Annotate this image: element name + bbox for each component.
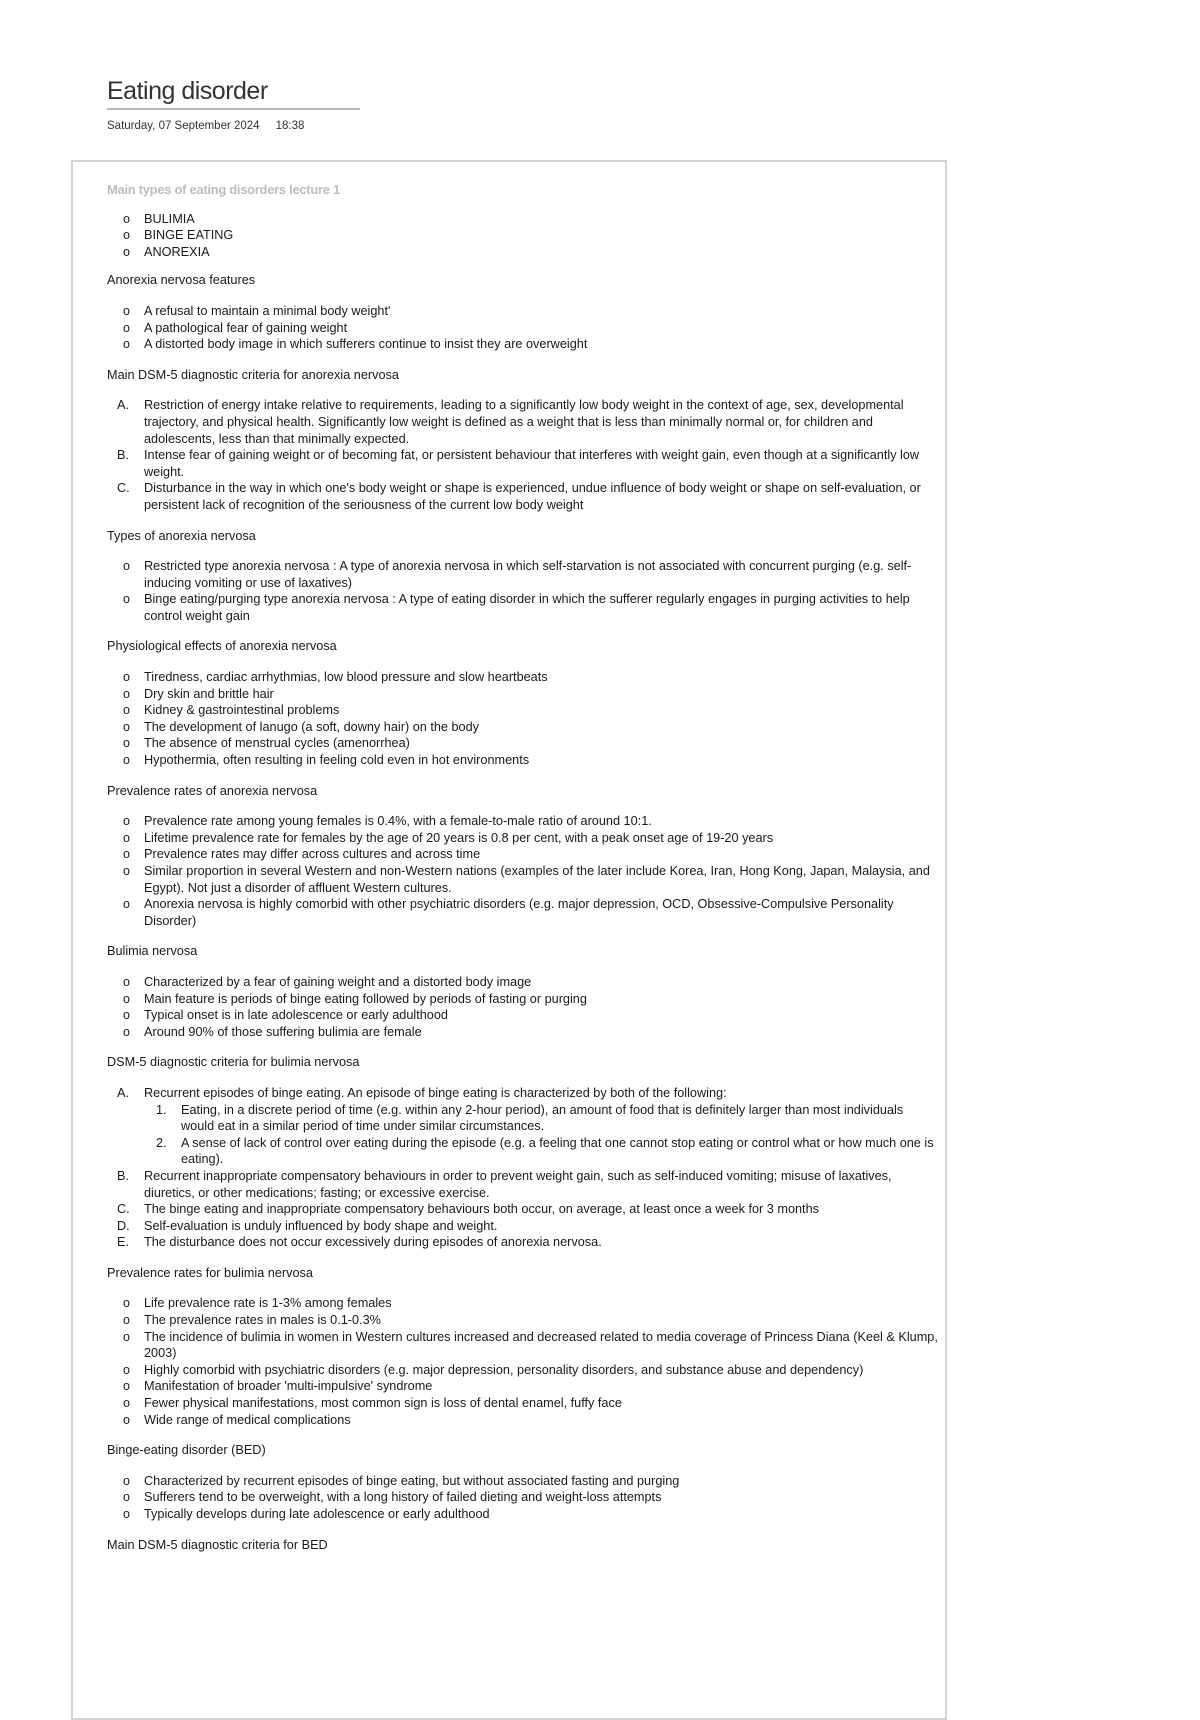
- bulimia-list: [107, 974, 939, 1040]
- list-item: o Manifestation of broader 'multi-impulsive' syndrome: [107, 1378, 939, 1395]
- list-marker: D.: [117, 1218, 130, 1233]
- list-item: o Fewer physical manifestations, most common sign is loss of dental enamel, fuffy face: [107, 1395, 939, 1412]
- list-item: [107, 1218, 939, 1235]
- list-marker: A.: [117, 398, 129, 413]
- section-heading: Bulimia nervosa: [107, 944, 198, 959]
- section-heading: Physiological effects of anorexia nervosa: [107, 639, 337, 654]
- list-marker: 1.: [156, 1102, 167, 1117]
- list-item: o A refusal to maintain a minimal body weight': [107, 303, 939, 320]
- list-marker: B.: [117, 1168, 129, 1183]
- bulimia-dsm-sublist: [144, 1102, 939, 1168]
- page-date: Saturday, 07 September 2024: [107, 120, 260, 132]
- bed-list: [107, 1473, 939, 1523]
- list-item: o Typically develops during late adolescence or early adulthood: [107, 1506, 939, 1523]
- list-item: [107, 1201, 939, 1218]
- list-item: o BINGE EATING: [107, 227, 939, 244]
- list-item: o Tiredness, cardiac arrhythmias, low blood pressure and slow heartbeats: [107, 669, 939, 686]
- list-item: o The incidence of bulimia in women in Western cultures increased and decreased related to media coverage of Princess Diana (Keel & Klump, 2003): [107, 1329, 939, 1362]
- page-meta: [107, 120, 360, 132]
- bulimia-dsm-list: [107, 1085, 939, 1251]
- list-item: o Wide range of medical complications: [107, 1412, 939, 1429]
- list-item-text: Recurrent episodes of binge eating. An episode of binge eating is characterized by both of the following:: [144, 1085, 727, 1100]
- list-item: o Prevalence rate among young females is 0.4%, with a female-to-male ratio of around 10:1.: [107, 813, 939, 830]
- list-item: o Around 90% of those suffering bulimia are female: [107, 1024, 939, 1041]
- list-item: o Life prevalence rate is 1-3% among females: [107, 1295, 939, 1312]
- list-marker: E.: [117, 1235, 129, 1250]
- section-heading: DSM-5 diagnostic criteria for bulimia nervosa: [107, 1055, 360, 1070]
- list-item: [107, 447, 939, 480]
- list-item: [107, 480, 939, 513]
- list-item: o Characterized by a fear of gaining weight and a distorted body image: [107, 974, 939, 991]
- list-item: [144, 1135, 939, 1168]
- list-item-text: Recurrent inappropriate compensatory behaviours in order to prevent weight gain, such as self-induced vomiting; misuse of laxatives, diuretics, or other medications; fasting; or excessive exercise.: [144, 1168, 892, 1200]
- section-heading: Types of anorexia nervosa: [107, 528, 256, 543]
- list-item-text: A sense of lack of control over eating during the episode (e.g. a feeling that one cannot stop eating or control what or how much one is eating).: [181, 1135, 934, 1167]
- list-item: o Kidney & gastrointestinal problems: [107, 702, 939, 719]
- list-marker: C.: [117, 481, 130, 496]
- list-item: o The prevalence rates in males is 0.1-0.3%: [107, 1312, 939, 1329]
- list-marker: 2.: [156, 1135, 167, 1150]
- lecture-title: Main types of eating disorders lecture 1: [107, 182, 340, 197]
- list-item: [107, 1168, 939, 1201]
- section-heading: Binge-eating disorder (BED): [107, 1443, 266, 1458]
- list-item: o Dry skin and brittle hair: [107, 686, 939, 703]
- section-heading: Main DSM-5 diagnostic criteria for BED: [107, 1537, 328, 1552]
- list-item: o Similar proportion in several Western and non-Western nations (examples of the later include Korea, Iran, Hong Kong, Japan, Malaysia, and Egypt). Not just a disorder of affluent Western cultures.: [107, 863, 939, 896]
- section-heading: Prevalence rates of anorexia nervosa: [107, 783, 318, 798]
- list-item-text: Restriction of energy intake relative to requirements, leading to a significantly low body weight in the context of age, sex, developmental trajectory, and physical health. Significantly low weight is defined as a weight that is less than minimally normal or, for children and adolescents, less than that minimally expected.: [144, 398, 904, 446]
- section-heading: Prevalence rates for bulimia nervosa: [107, 1265, 313, 1280]
- list-item: o Binge eating/purging type anorexia nervosa : A type of eating disorder in which the sufferer regularly engages in purging activities to help control weight gain: [107, 591, 939, 624]
- note-content: [107, 180, 939, 1567]
- list-item: o Main feature is periods of binge eating followed by periods of fasting or purging: [107, 991, 939, 1008]
- list-item-text: Disturbance in the way in which one's body weight or shape is experienced, undue influence of body weight or shape on self-evaluation, or persistent lack of recognition of the seriousness of the current low body weight: [144, 481, 921, 512]
- list-item: o BULIMIA: [107, 211, 939, 228]
- list-item: o A pathological fear of gaining weight: [107, 320, 939, 337]
- list-marker: A.: [117, 1085, 129, 1100]
- list-item: o Hypothermia, often resulting in feeling cold even in hot environments: [107, 752, 939, 769]
- list-item: o Highly comorbid with psychiatric disorders (e.g. major depression, personality disorders, and substance abuse and dependency): [107, 1362, 939, 1379]
- list-item: o The development of lanugo (a soft, downy hair) on the body: [107, 719, 939, 736]
- section-heading: Anorexia nervosa features: [107, 273, 256, 288]
- list-item-text: Eating, in a discrete period of time (e.g. within any 2-hour period), an amount of food that is definitely larger than most individuals would eat in a similar period of time under similar circumstances.: [181, 1102, 904, 1134]
- list-item: o Restricted type anorexia nervosa : A type of anorexia nervosa in which self-starvation is not associated with concurrent purging (e.g. self-inducing vomiting or use of laxatives): [107, 558, 939, 591]
- bulimia-prevalence-list: [107, 1295, 939, 1428]
- anorexia-dsm-list: [107, 397, 939, 513]
- page-title: Eating disorder: [107, 76, 360, 110]
- list-item-text: The binge eating and inappropriate compensatory behaviours both occur, on average, at least once a week for 3 months: [144, 1202, 819, 1217]
- list-item: [107, 1234, 939, 1251]
- list-item: o The absence of menstrual cycles (amenorrhea): [107, 735, 939, 752]
- list-item: o Prevalence rates may differ across cultures and across time: [107, 846, 939, 863]
- list-item: [144, 1102, 939, 1135]
- list-item: o Anorexia nervosa is highly comorbid with other psychiatric disorders (e.g. major depression, OCD, Obsessive-Compulsive Personality Disorder): [107, 896, 939, 929]
- anorexia-features-list: [107, 303, 939, 353]
- anorexia-physio-list: [107, 669, 939, 769]
- list-item: [107, 1085, 939, 1168]
- list-item: [107, 397, 939, 447]
- list-item-text: Self-evaluation is unduly influenced by body shape and weight.: [144, 1218, 498, 1233]
- list-item: o Sufferers tend to be overweight, with a long history of failed dieting and weight-loss attempts: [107, 1489, 939, 1506]
- list-marker: B.: [117, 448, 129, 463]
- anorexia-types-list: [107, 558, 939, 624]
- types-list: [107, 211, 939, 261]
- list-item: o A distorted body image in which sufferers continue to insist they are overweight: [107, 336, 939, 353]
- page-header: [107, 76, 360, 132]
- list-marker: C.: [117, 1202, 130, 1217]
- section-heading: Main DSM-5 diagnostic criteria for anorexia nervosa: [107, 367, 399, 382]
- list-item-text: Intense fear of gaining weight or of becoming fat, or persistent behaviour that interferes with weight gain, even though at a significantly low weight.: [144, 448, 920, 479]
- list-item-text: The disturbance does not occur excessively during episodes of anorexia nervosa.: [144, 1235, 602, 1250]
- list-item: o Typical onset is in late adolescence or early adulthood: [107, 1007, 939, 1024]
- list-item: o Characterized by recurrent episodes of binge eating, but without associated fasting and purging: [107, 1473, 939, 1490]
- page-time: 18:38: [275, 120, 305, 132]
- list-item: o ANOREXIA: [107, 244, 939, 261]
- anorexia-prevalence-list: [107, 813, 939, 929]
- list-item: o Lifetime prevalence rate for females by the age of 20 years is 0.8 per cent, with a peak onset age of 19-20 years: [107, 830, 939, 847]
